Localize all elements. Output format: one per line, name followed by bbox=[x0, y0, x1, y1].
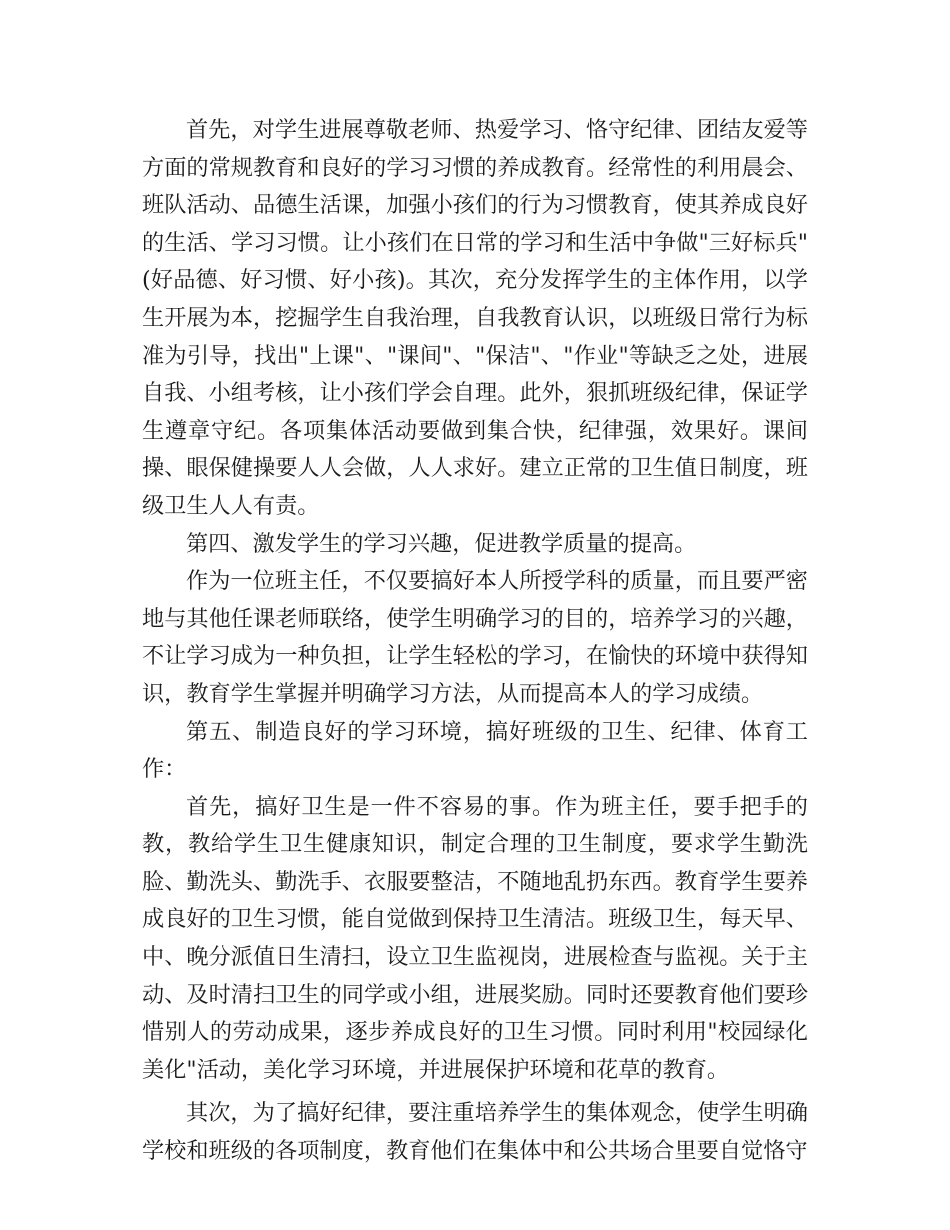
paragraph-class-teacher: 作为一位班主任，不仅要搞好本人所授学科的质量，而且要严密地与其他任课老师联络，使学生明确学习的目的，培养学习的兴趣，不让学习成为一种负担，让学生轻松的学习，在愉快的环境中获得知识，教育学生掌握并明确学习方法，从而提高本人的学习成绩。 bbox=[142, 568, 808, 707]
paragraph-hygiene: 首先，搞好卫生是一件不容易的事。作为班主任，要手把手的教，教给学生卫生健康知识，制定合理的卫生制度，要求学生勤洗脸、勤洗头、勤洗手、衣服要整洁，不随地乱扔东西。教育学生要养成良好的卫生习惯，能自觉做到保持卫生清洁。班级卫生，每天早、中、晚分派值日生清扫，设立卫生监视岗，进展检查与监视。关于主动、及时清扫卫生的同学或小组，进展奖励。同时还要教育他们要珍惜别人的劳动成果，逐步养成良好的卫生习惯。同时利用"校园绿化美化"活动，美化学习环境，并进展保护环境和花草的教育。 bbox=[142, 793, 808, 1083]
paragraph-routine-education: 首先，对学生进展尊敬老师、热爱学习、恪守纪律、团结友爱等方面的常规教育和良好的学习习惯的养成教育。经常性的利用晨会、班队活动、品德生活课，加强小孩们的行为习惯教育，使其养成良好的生活、学习习惯。让小孩们在日常的学习和生活中争做"三好标兵"(好品德、好习惯、好小孩)。其次，充分发挥学生的主体作用，以学生开展为本，挖掘学生自我治理，自我教育认识，以班级日常行为标准为引导，找出"上课"、"课间"、"保洁"、"作业"等缺乏之处，进展自我、小组考核，让小孩们学会自理。此外，狠抓班级纪律，保证学生遵章守纪。各项集体活动要做到集合快，纪律强，效果好。课间操、眼保健操要人人会做，人人求好。建立正常的卫生值日制度，班级卫生人人有责。 bbox=[142, 117, 808, 519]
paragraph-heading-five: 第五、制造良好的学习环境，搞好班级的卫生、纪律、体育工作： bbox=[142, 718, 808, 783]
document-body bbox=[142, 112, 808, 1171]
paragraph-discipline: 其次，为了搞好纪律，要注重培养学生的集体观念，使学生明确学校和班级的各项制度，教育他们在集体中和公共场合里要自觉恪守 bbox=[142, 1100, 808, 1165]
paragraph-heading-four: 第四、激发学生的学习兴趣，促进教学质量的提高。 bbox=[186, 530, 697, 557]
